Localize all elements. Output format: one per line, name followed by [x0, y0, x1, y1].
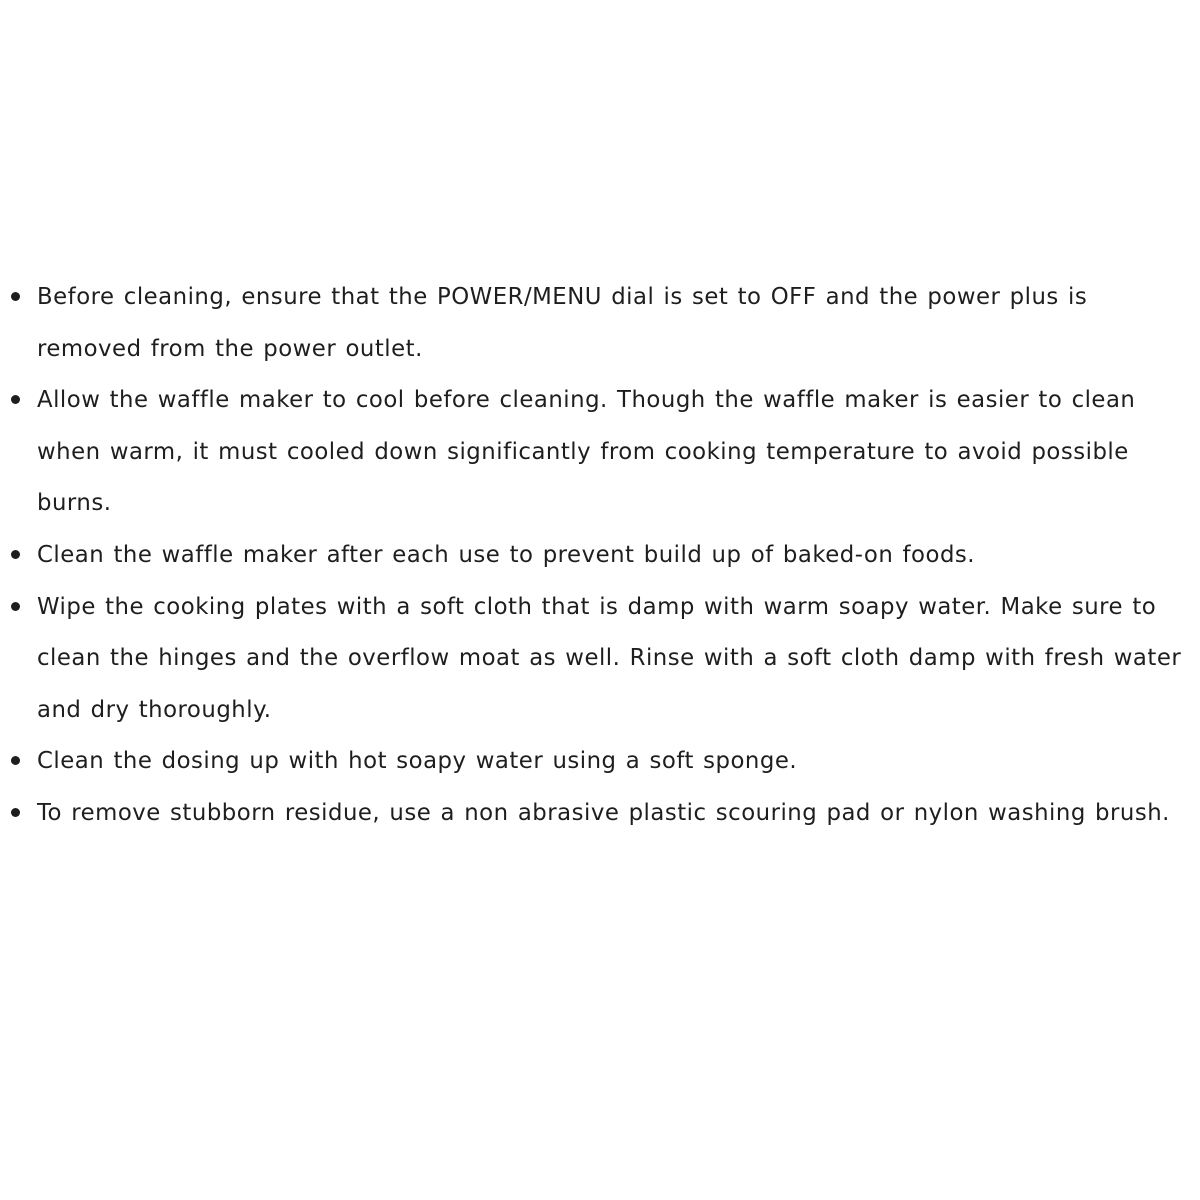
list-item-text: Clean the dosing up with hot soapy water using a soft sponge.	[37, 748, 798, 775]
list-item-text: Clean the waffle maker after each use to prevent build up of baked-on foods.	[37, 541, 976, 568]
bullet-icon	[11, 602, 20, 611]
bullet-icon	[11, 756, 20, 765]
cleaning-instructions	[0, 272, 1200, 840]
list-item-text: Allow the waffle maker to cool before cleaning. Though the waffle maker is easier to clean when warm, it must cooled down significantly from cooking temperature to avoid possible burns.	[37, 387, 1136, 517]
instruction-list	[0, 272, 1200, 840]
list-item	[37, 582, 1200, 737]
list-item	[37, 736, 1200, 788]
list-item	[37, 788, 1200, 840]
bullet-icon	[11, 395, 20, 404]
list-item-text: Before cleaning, ensure that the POWER/MENU dial is set to OFF and the power plus is removed from the power outlet.	[37, 284, 1088, 362]
list-item	[37, 375, 1200, 530]
bullet-icon	[11, 808, 20, 817]
list-item	[37, 530, 1200, 582]
bullet-icon	[11, 550, 20, 559]
list-item-text: To remove stubborn residue, use a non abrasive plastic scouring pad or nylon washing brush.	[37, 799, 1170, 826]
bullet-icon	[11, 292, 20, 301]
list-item	[37, 272, 1200, 375]
list-item-text: Wipe the cooking plates with a soft cloth that is damp with warm soapy water. Make sure to clean the hinges and the overflow moat as well. Rinse with a soft cloth damp with fresh water and dry thoroughly.	[37, 593, 1182, 723]
